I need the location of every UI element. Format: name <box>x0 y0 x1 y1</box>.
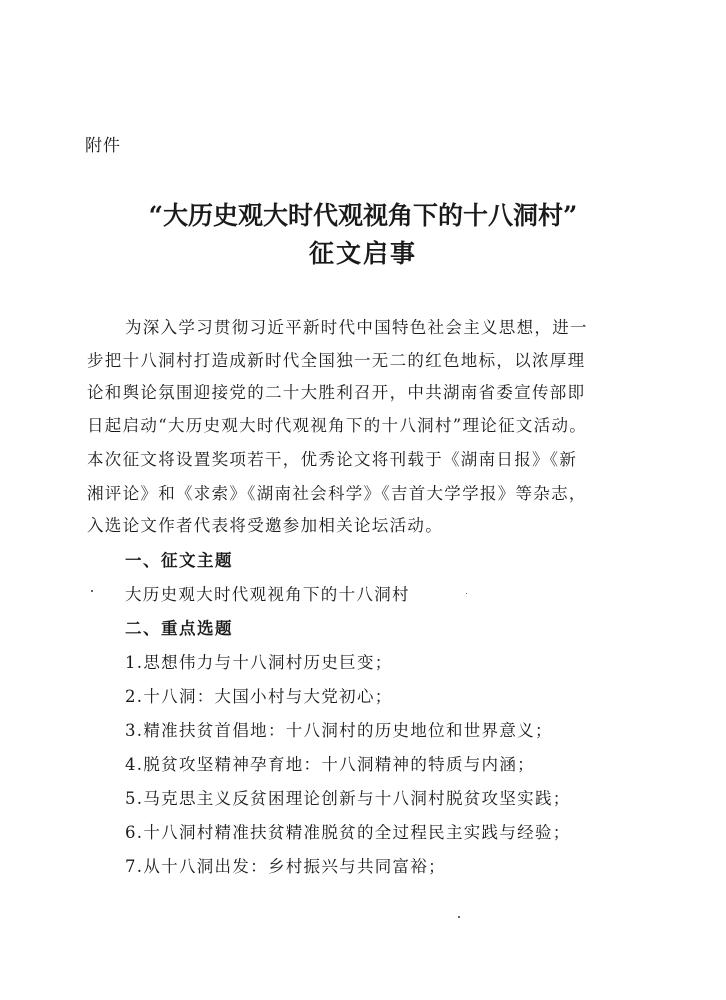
scan-speck <box>91 590 93 592</box>
topic-item: 7.从十八洞出发：乡村振兴与共同富裕； <box>125 857 446 876</box>
document-title-line1: “大历史观大时代观视角下的十八洞村” <box>148 201 578 230</box>
topic-item: 6.十八洞村精准扶贫精准脱贫的全过程民主实践与经验； <box>125 823 571 842</box>
intro-line: 本次征文将设置奖项若干，优秀论文将刊载于《湖南日报》《新 <box>87 450 578 469</box>
intro-line: 步把十八洞村打造成新时代全国独一无二的红色地标，以浓厚理 <box>87 351 586 370</box>
document-title-line2: 征文启事 <box>308 239 417 268</box>
topic-item: 2.十八洞：大国小村与大党初心； <box>125 687 393 706</box>
topic-item: 5.马克思主义反贫困理论创新与十八洞村脱贫攻坚实践； <box>125 789 571 808</box>
section1-heading: 一、征文主题 <box>125 551 233 570</box>
intro-line: 为深入学习贯彻习近平新时代中国特色社会主义思想，进一 <box>125 318 588 337</box>
section1-content: 大历史观大时代观视角下的十八洞村 <box>125 585 410 604</box>
section2-heading: 二、重点选题 <box>125 619 233 638</box>
intro-line: 日起启动“大历史观大时代观视角下的十八洞村”理论征文活动。 <box>87 416 588 435</box>
scan-speck <box>466 593 467 594</box>
topic-item: 4.脱贫攻坚精神孕育地：十八洞精神的特质与内涵； <box>125 755 535 774</box>
intro-line: 入选论文作者代表将受邀参加相关论坛活动。 <box>87 516 443 535</box>
topic-item: 1.思想伟力与十八洞村历史巨变； <box>125 653 393 672</box>
topic-item: 3.精准扶贫首倡地：十八洞村的历史地位和世界意义； <box>125 721 553 740</box>
intro-line: 湘评论》和《求索》《湖南社会科学》《吉首大学学报》等杂志， <box>87 484 587 503</box>
intro-line: 论和舆论氛围迎接党的二十大胜利召开，中共湖南省委宣传部即 <box>87 383 586 402</box>
attachment-label: 附件 <box>85 136 121 156</box>
scan-speck <box>458 916 460 918</box>
